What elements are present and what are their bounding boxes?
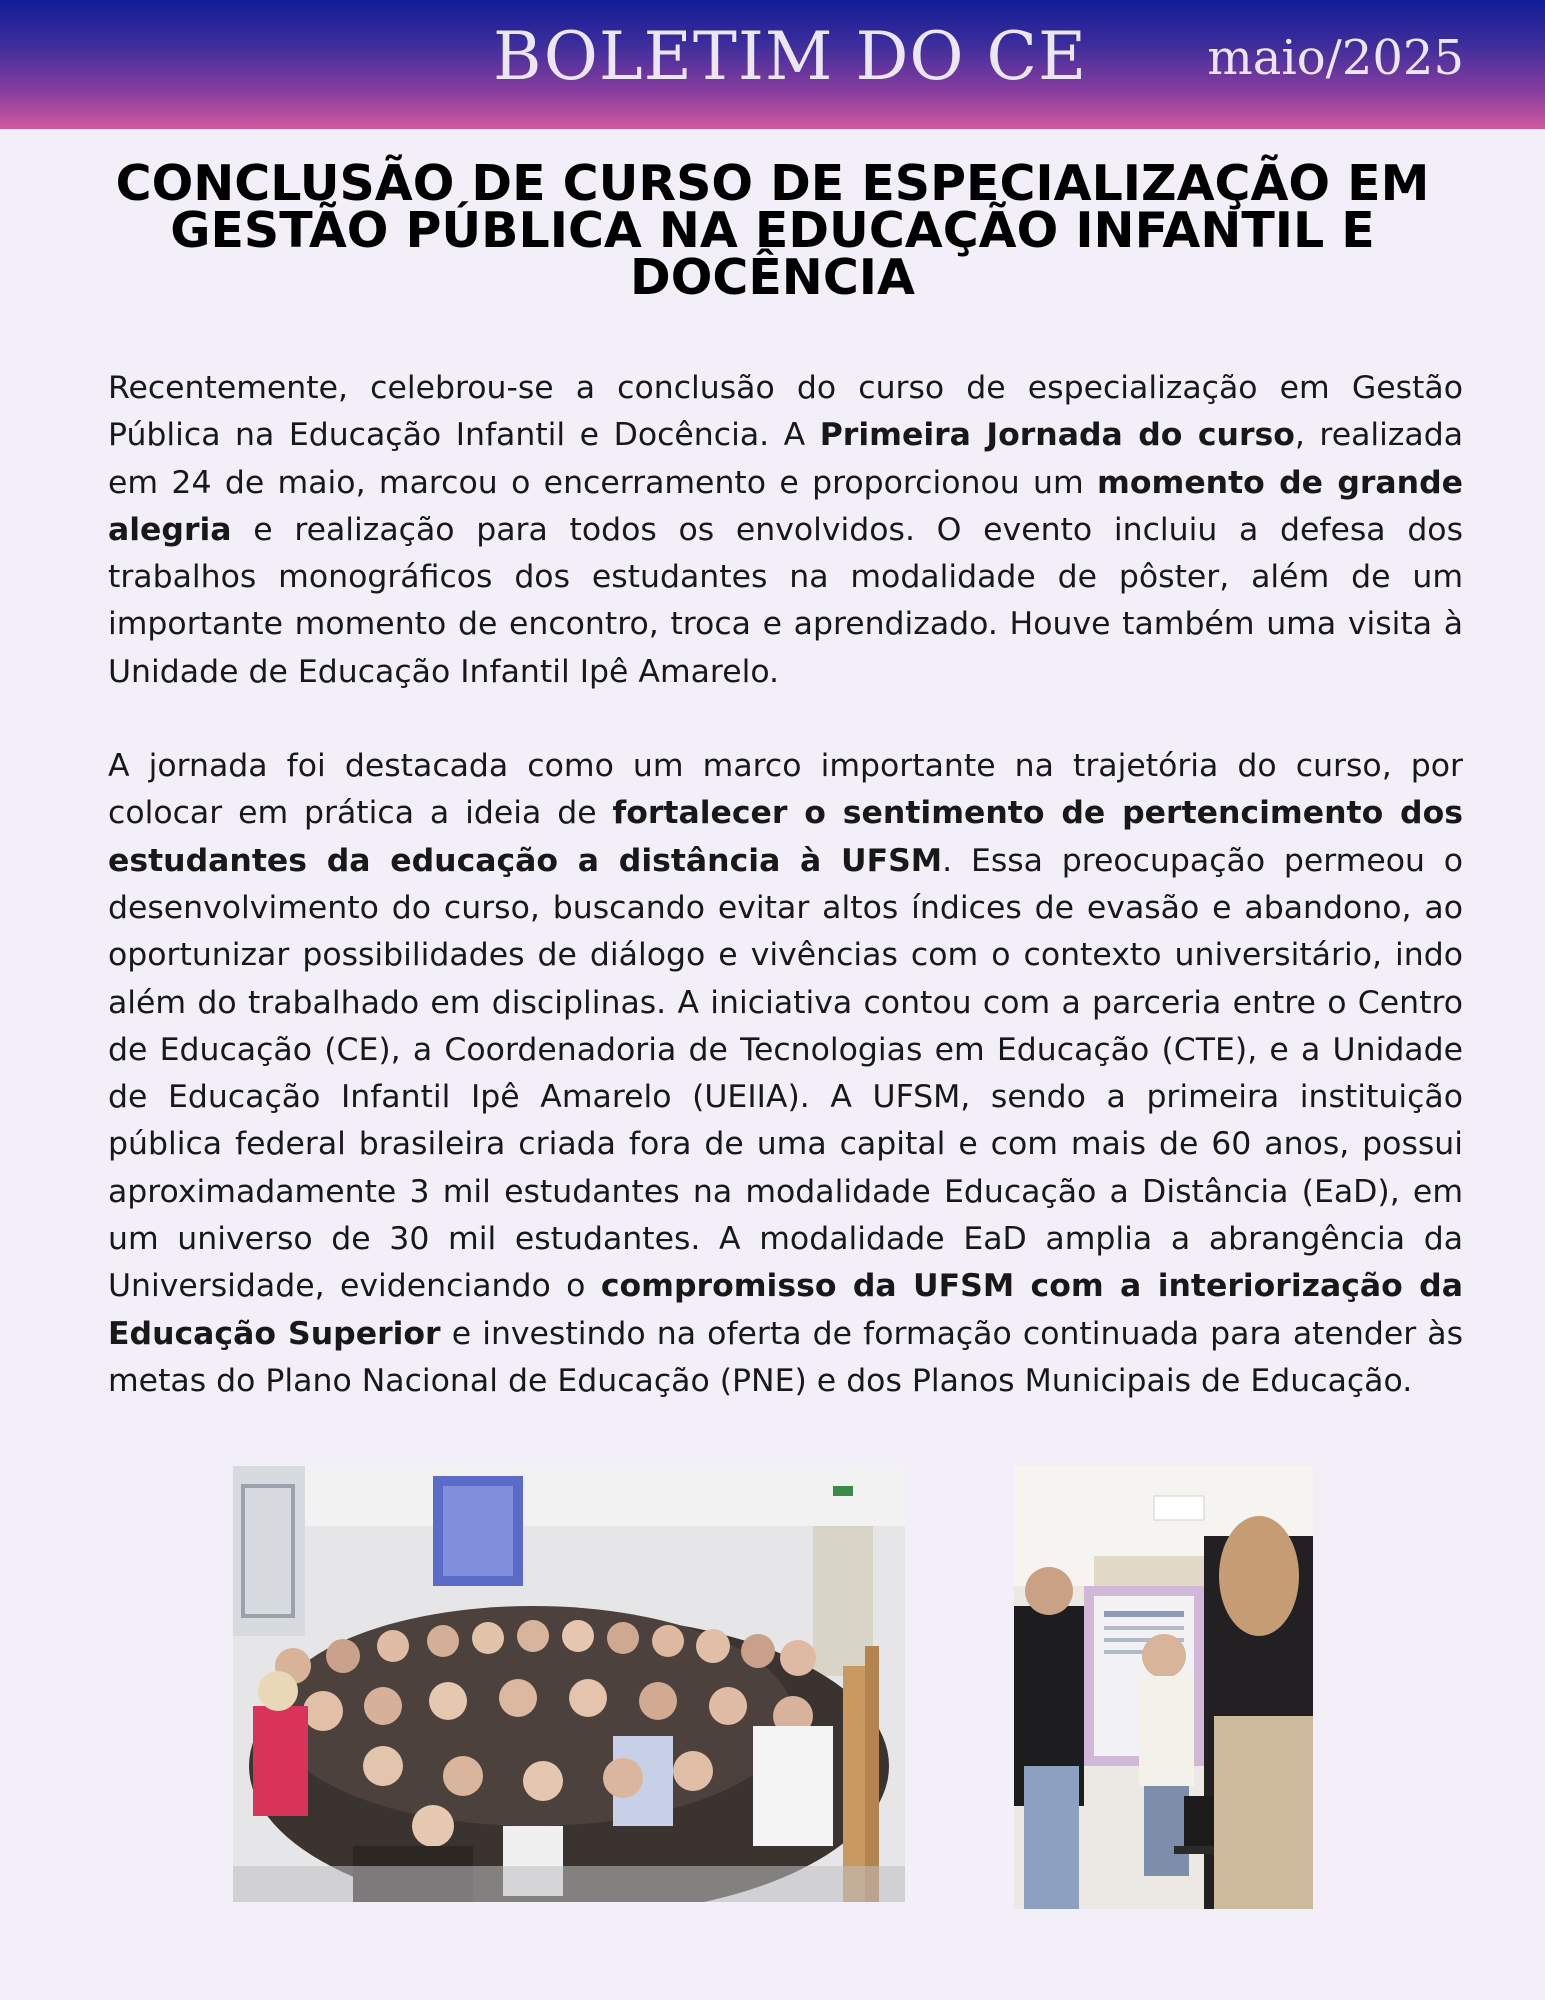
group-photo-image [233,1466,905,1902]
text-run: A jornada foi destacada como um marco importante na trajetória do curso, por colocar em prática a ideia de [108,748,1463,832]
article-headline: CONCLUSÃO DE CURSO DE ESPECIALIZAÇÃO EM GESTÃO PÚBLICA NA EDUCAÇÃO INFANTIL E DOCÊNCIA [115,155,1430,306]
issue-date: maio/2025 [1207,30,1464,86]
bold-run: Primeira Jornada do curso [819,417,1295,454]
article-body [108,365,1463,1405]
text-run: e investindo na oferta de formação continuada para atender às metas do Plano Nacional de Educação (PNE) e dos Planos Municipais de Educação. [108,1315,1463,1399]
bold-run: compromisso da UFSM com a interiorização da Educação Superior [108,1268,1463,1352]
text-run: e realização para todos os envolvidos. O evento incluiu a defesa dos trabalhos monográficos dos estudantes na modalidade de pôster, além de um importante momento de encontro, troca e aprendizado. Houve também uma visita à Unidade de Educação Infantil Ipê Amarelo. [108,511,1463,690]
newsletter-title: BOLETIM DO CE [493,18,1088,95]
group-photo [233,1466,905,1902]
bold-run: fortalecer o sentimento de pertencimento dos estudantes da educação a distância à UFSM [108,795,1463,879]
poster-session-image [1014,1466,1313,1909]
bold-run: momento de grande alegria [108,464,1463,548]
article-paragraph-2 [108,743,1463,1405]
text-run: , realizada em 24 de maio, marcou o encerramento e proporcionou um [108,417,1464,501]
newsletter-header [0,0,1545,129]
text-run: Recentemente, celebrou-se a conclusão do curso de especialização em Gestão Pública na Educação Infantil e Docência. A [108,370,1463,454]
text-run: . Essa preocupação permeou o desenvolvimento do curso, buscando evitar altos índices de evasão e abandono, ao oportunizar possibilidades de diálogo e vivências com o contexto universitário, indo além do trabalhado em disciplinas. A iniciativa contou com a parceria entre o Centro de Educação (CE), a Coordenadoria de Tecnologias em Educação (CTE), e a Unidade de Educação Infantil Ipê Amarelo (UEIIA). A UFSM, sendo a primeira instituição pública federal brasileira criada fora de uma capital e com mais de 60 anos, possui aproximadamente 3 mil estudantes na modalidade Educação a Distância (EaD), em um universo de 30 mil estudantes. A modalidade EaD amplia a abrangência da Universidade, evidenciando o [108,842,1464,1305]
article-paragraph-1 [108,365,1463,696]
poster-session-photo [1014,1466,1313,1909]
